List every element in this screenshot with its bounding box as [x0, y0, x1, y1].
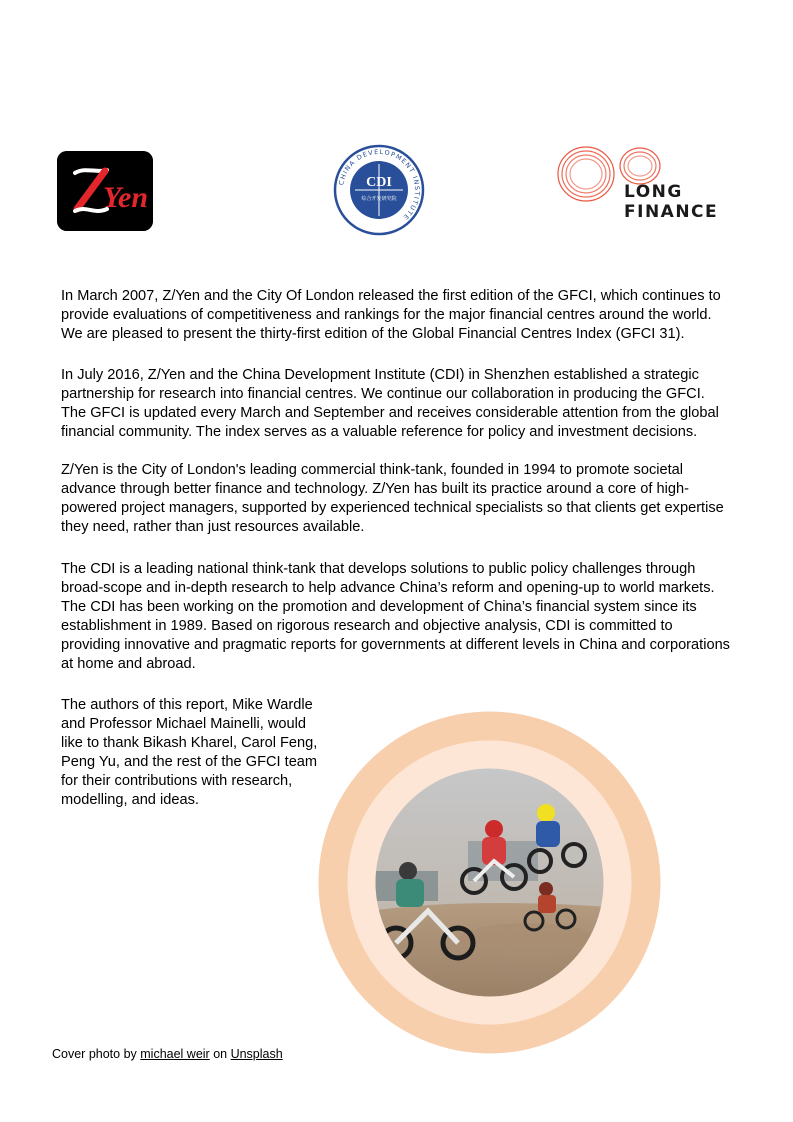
paragraph-cdi-partnership: In July 2016, Z/Yen and the China Development Institute (CDI) in Shenzhen established a strategic partnership for research into financial centres. We continue our collaboration in producing the GFCI. The GFCI is updated every March and September and receives considerable attention from the global financial community. The index serves as a valuable reference for policy and investment decisions. — [61, 367, 719, 440]
photo-credit-prefix: Cover photo by — [52, 1047, 141, 1061]
zyen-logo-text: Yen — [103, 181, 148, 214]
photo-credit — [52, 1046, 283, 1062]
photo-author-link[interactable]: michael weir — [140, 1047, 210, 1061]
paragraph-zyen-description: Z/Yen is the City of London's leading commercial think-tank, founded in 1994 to promote societal advance through better finance and technology. Z/Yen has built its practice around a core of high-powered project managers, supported by experienced technical specialists so that clients get expertise they need, rather than just resources available. — [61, 462, 724, 535]
long-finance-line1: LONG — [624, 182, 683, 202]
photo-credit-middle: on — [209, 1047, 231, 1061]
zyen-logo-graphic — [57, 151, 153, 231]
cdi-sub: 综合开发研究院 — [361, 196, 397, 202]
cover-photo — [318, 711, 661, 1054]
paragraph-gfci-history: In March 2007, Z/Yen and the City Of London released the first edition of the GFCI, which continues to provide evaluations of competitiveness and rankings for the major financial centres around the world. We are pleased to present the thirty-first edition of the Global Financial Centres Index (GFCI 31). — [61, 288, 721, 342]
cdi-logo — [333, 144, 425, 236]
paragraph-acknowledgements: The authors of this report, Mike Wardle and Professor Michael Mainelli, would like to thank Bikash Kharel, Carol Feng, Peng Yu, and the rest of the GFCI team for their contributions with research, modelling, and ideas. — [61, 697, 318, 808]
cdi-seal — [333, 144, 425, 236]
unsplash-link[interactable]: Unsplash — [230, 1047, 283, 1061]
zyen-logo — [57, 151, 153, 231]
long-finance-line2: FINANCE — [624, 202, 719, 222]
motocross-photo — [318, 711, 661, 1054]
cdi-abbr: CDI — [366, 175, 392, 190]
cdi-ring-text: CHINA DEVELOPMENT INSTITUTE — [337, 147, 422, 222]
paragraph-cdi-description: The CDI is a leading national think-tank that develops solutions to public policy challenges through broad-scope and in-depth research to help advance China’s reform and opening-up to world markets. The CDI has been working on the promotion and development of China’s financial system since its establishment in 1989. Based on rigorous research and objective analysis, CDI is committed to providing innovative and pragmatic reports for governments at different levels in China and corporations at home and abroad. — [61, 561, 730, 672]
